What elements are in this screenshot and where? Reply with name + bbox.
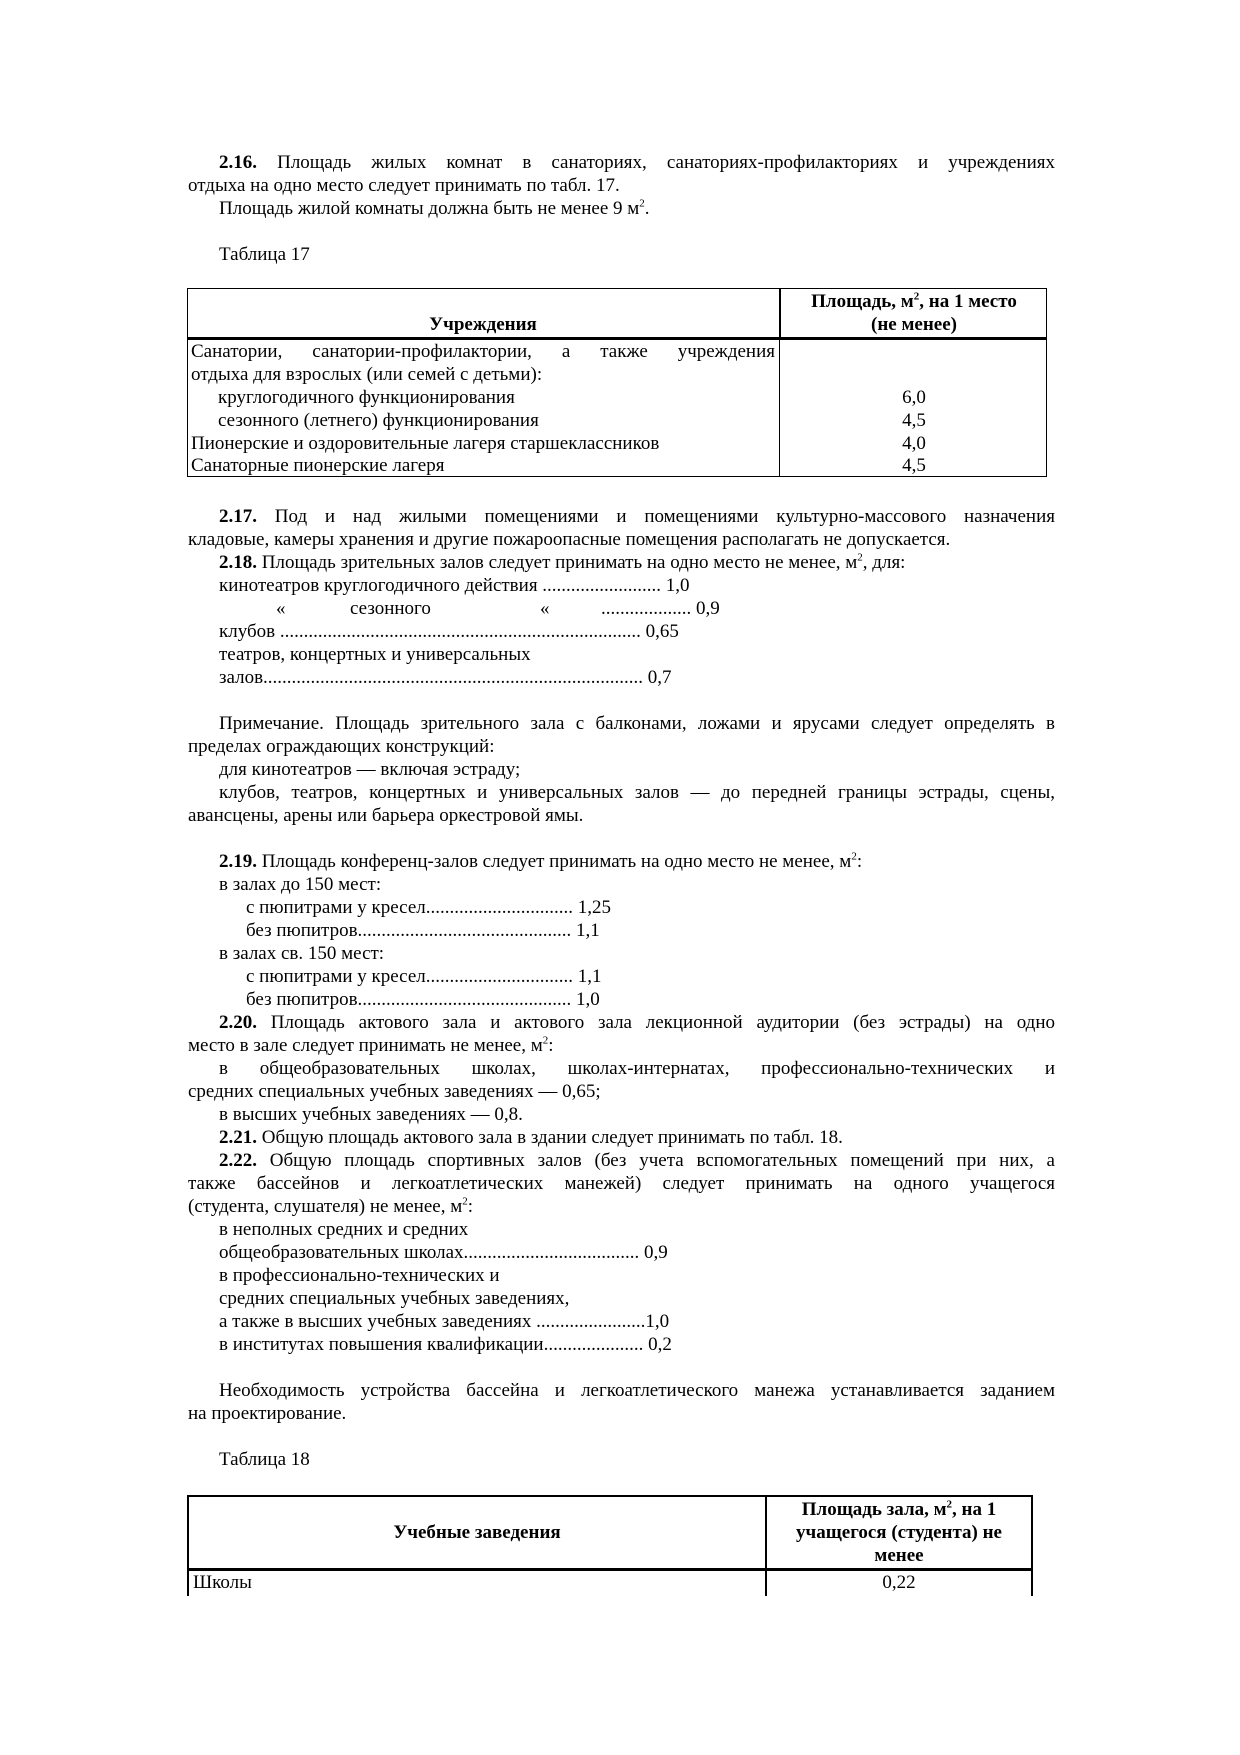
p220-number: 2.20. [219,1012,257,1033]
table17-row-value: 4,5 [902,455,926,476]
necessity-line1: Необходимость устройства бассейна и легкоатлетического манежа устанавливается заданием [219,1380,1055,1401]
p221-number: 2.21. [219,1127,257,1148]
p220-line1: 2.20. Площадь актового зала и актового зала лекционной аудитории (без эстрады) на одно [219,1012,1056,1033]
note-line3: для кинотеатров — включая эстраду; [219,759,521,780]
p219-number: 2.19. [219,851,257,872]
table17-header-area-note: (не менее) [871,314,957,335]
note-line2: пределах ограждающих конструкций: [188,736,495,757]
p220-line5: в высших учебных заведениях — 0,8. [219,1104,523,1125]
p219-large-without-desks: без пюпитров............................................. 1,0 [246,989,600,1010]
table17-caption: Таблица 17 [219,244,310,265]
p218-cinemas-yearround: кинотеатров круглогодичного действия ......................... 1,0 [219,575,690,596]
p218-ditto-mark: « [276,598,286,619]
p222-l6: в институтах повышения квалификации..................... 0,2 [219,1334,672,1355]
table18 [187,1495,1033,1596]
note-line5: авансцены, арены или барьера оркестровой ямы. [188,805,584,826]
p218-number: 2.18. [219,552,257,573]
necessity-line2: на проектирование. [188,1403,347,1424]
table18-header-area-line2: учащегося (студента) не [796,1522,1002,1543]
table17-group-line2: отдыха для взрослых (или семей с детьми): [191,364,543,385]
table17-row-value: 4,0 [902,433,926,454]
table17-header-area: Площадь, $м^2$, на 1 место [811,290,1017,312]
p222-number: 2.22. [219,1150,257,1171]
p219-small-halls: в залах до 150 мест: [219,874,382,895]
note-line4: клубов, театров, концертных и универсальных залов — до передней границы эстрады, сцены, [219,782,1055,803]
table17-row-name: Санаторные пионерские лагеря [191,455,445,476]
p218-intro: 2.18. Площадь зрительных залов следует принимать на одно место не менее, $м^2$, для: [219,551,906,573]
p219-large-with-desks: с пюпитрами у кресел............................... 1,1 [246,966,602,987]
p222-l2: общеобразовательных школах..................................... 0,9 [219,1242,668,1263]
p220-line2: место в зале следует принимать не менее, $м^2$: [188,1034,554,1056]
p222-line2: также бассейнов и легкоатлетических манежей) следует принимать на одного учащегося [188,1173,1055,1194]
p216-line1: 2.16. Площадь жилых комнат в санаториях, санаториях-профилакториях и учреждениях [219,152,1056,173]
table18-row-value: 0,22 [882,1572,916,1593]
p218-ditto-mark: « [540,598,550,619]
p219-small-with-desks: с пюпитрами у кресел............................... 1,25 [246,897,612,918]
p217-line2: кладовые, камеры хранения и другие пожароопасные помещения располагать не допускается. [188,529,951,550]
table18-row-name: Школы [193,1572,252,1593]
p219-large-halls: в залах св. 150 мест: [219,943,385,964]
table17-row-value: 6,0 [902,387,926,408]
table18-header-area-line3: менее [874,1545,924,1566]
p218-seasonal-value: ................... 0,9 [601,598,720,619]
table17-row-name: сезонного (летнего) функционирования [218,410,539,431]
table17-row-name: круглогодичного функционирования [218,387,515,408]
p216-number: 2.16. [219,152,257,173]
table17 [187,288,1047,477]
p217-number: 2.17. [219,506,257,527]
p222-l4: средних специальных учебных заведениях, [219,1288,570,1309]
p222-l5: а также в высших учебных заведениях .......................1,0 [219,1311,670,1332]
p219-small-without-desks: без пюпитров............................................. 1,1 [246,920,600,941]
table18-header-area: Площадь зала, $м^2$, на 1 [801,1498,997,1520]
table17-header-institutions: Учреждения [429,314,537,335]
p222-line1: 2.22. Общую площадь спортивных залов (без учета вспомогательных помещений при них, а [219,1150,1055,1171]
table18-caption: Таблица 18 [219,1449,310,1470]
p222-line3: (студента, слушателя) не менее, $м^2$: [188,1195,474,1217]
table18-header-institutions: Учебные заведения [393,1522,561,1543]
p218-clubs: клубов ............................................................................ 0,65 [219,621,679,642]
p216-line2: отдыха на одно место следует принимать по табл. 17. [188,175,620,196]
table17-group-line1: Санатории, санатории-профилактории, а также учреждения [191,341,775,362]
p218-seasonal: сезонного [350,598,431,619]
p218-theatres: театров, концертных и универсальных [219,644,531,665]
p217-line1: 2.17. Под и над жилыми помещениями и помещениями культурно-массового назначения [219,506,1055,527]
table17-row-name: Пионерские и оздоровительные лагеря старшеклассников [191,433,660,454]
p216-line3: Площадь жилой комнаты должна быть не менее 9 $м^2$. [219,197,650,219]
note-line1: Примечание. Площадь зрительного зала с балконами, ложами и ярусами следует определять в [219,713,1055,734]
table17-row-value: 4,5 [902,410,926,431]
p222-l1: в неполных средних и средних [219,1219,469,1240]
p219-intro: 2.19. Площадь конференц-залов следует принимать на одно место не менее, $м^2$: [219,850,863,872]
p218-halls: залов................................................................................ 0,7 [219,667,672,688]
p221: 2.21. Общую площадь актового зала в здании следует принимать по табл. 18. [219,1127,843,1148]
p222-l3: в профессионально-технических и [219,1265,500,1286]
p220-line4: средних специальных учебных заведениях — 0,65; [188,1081,601,1102]
p220-line3: в общеобразовательных школах, школах-интернатах, профессионально-технических и [219,1058,1055,1079]
